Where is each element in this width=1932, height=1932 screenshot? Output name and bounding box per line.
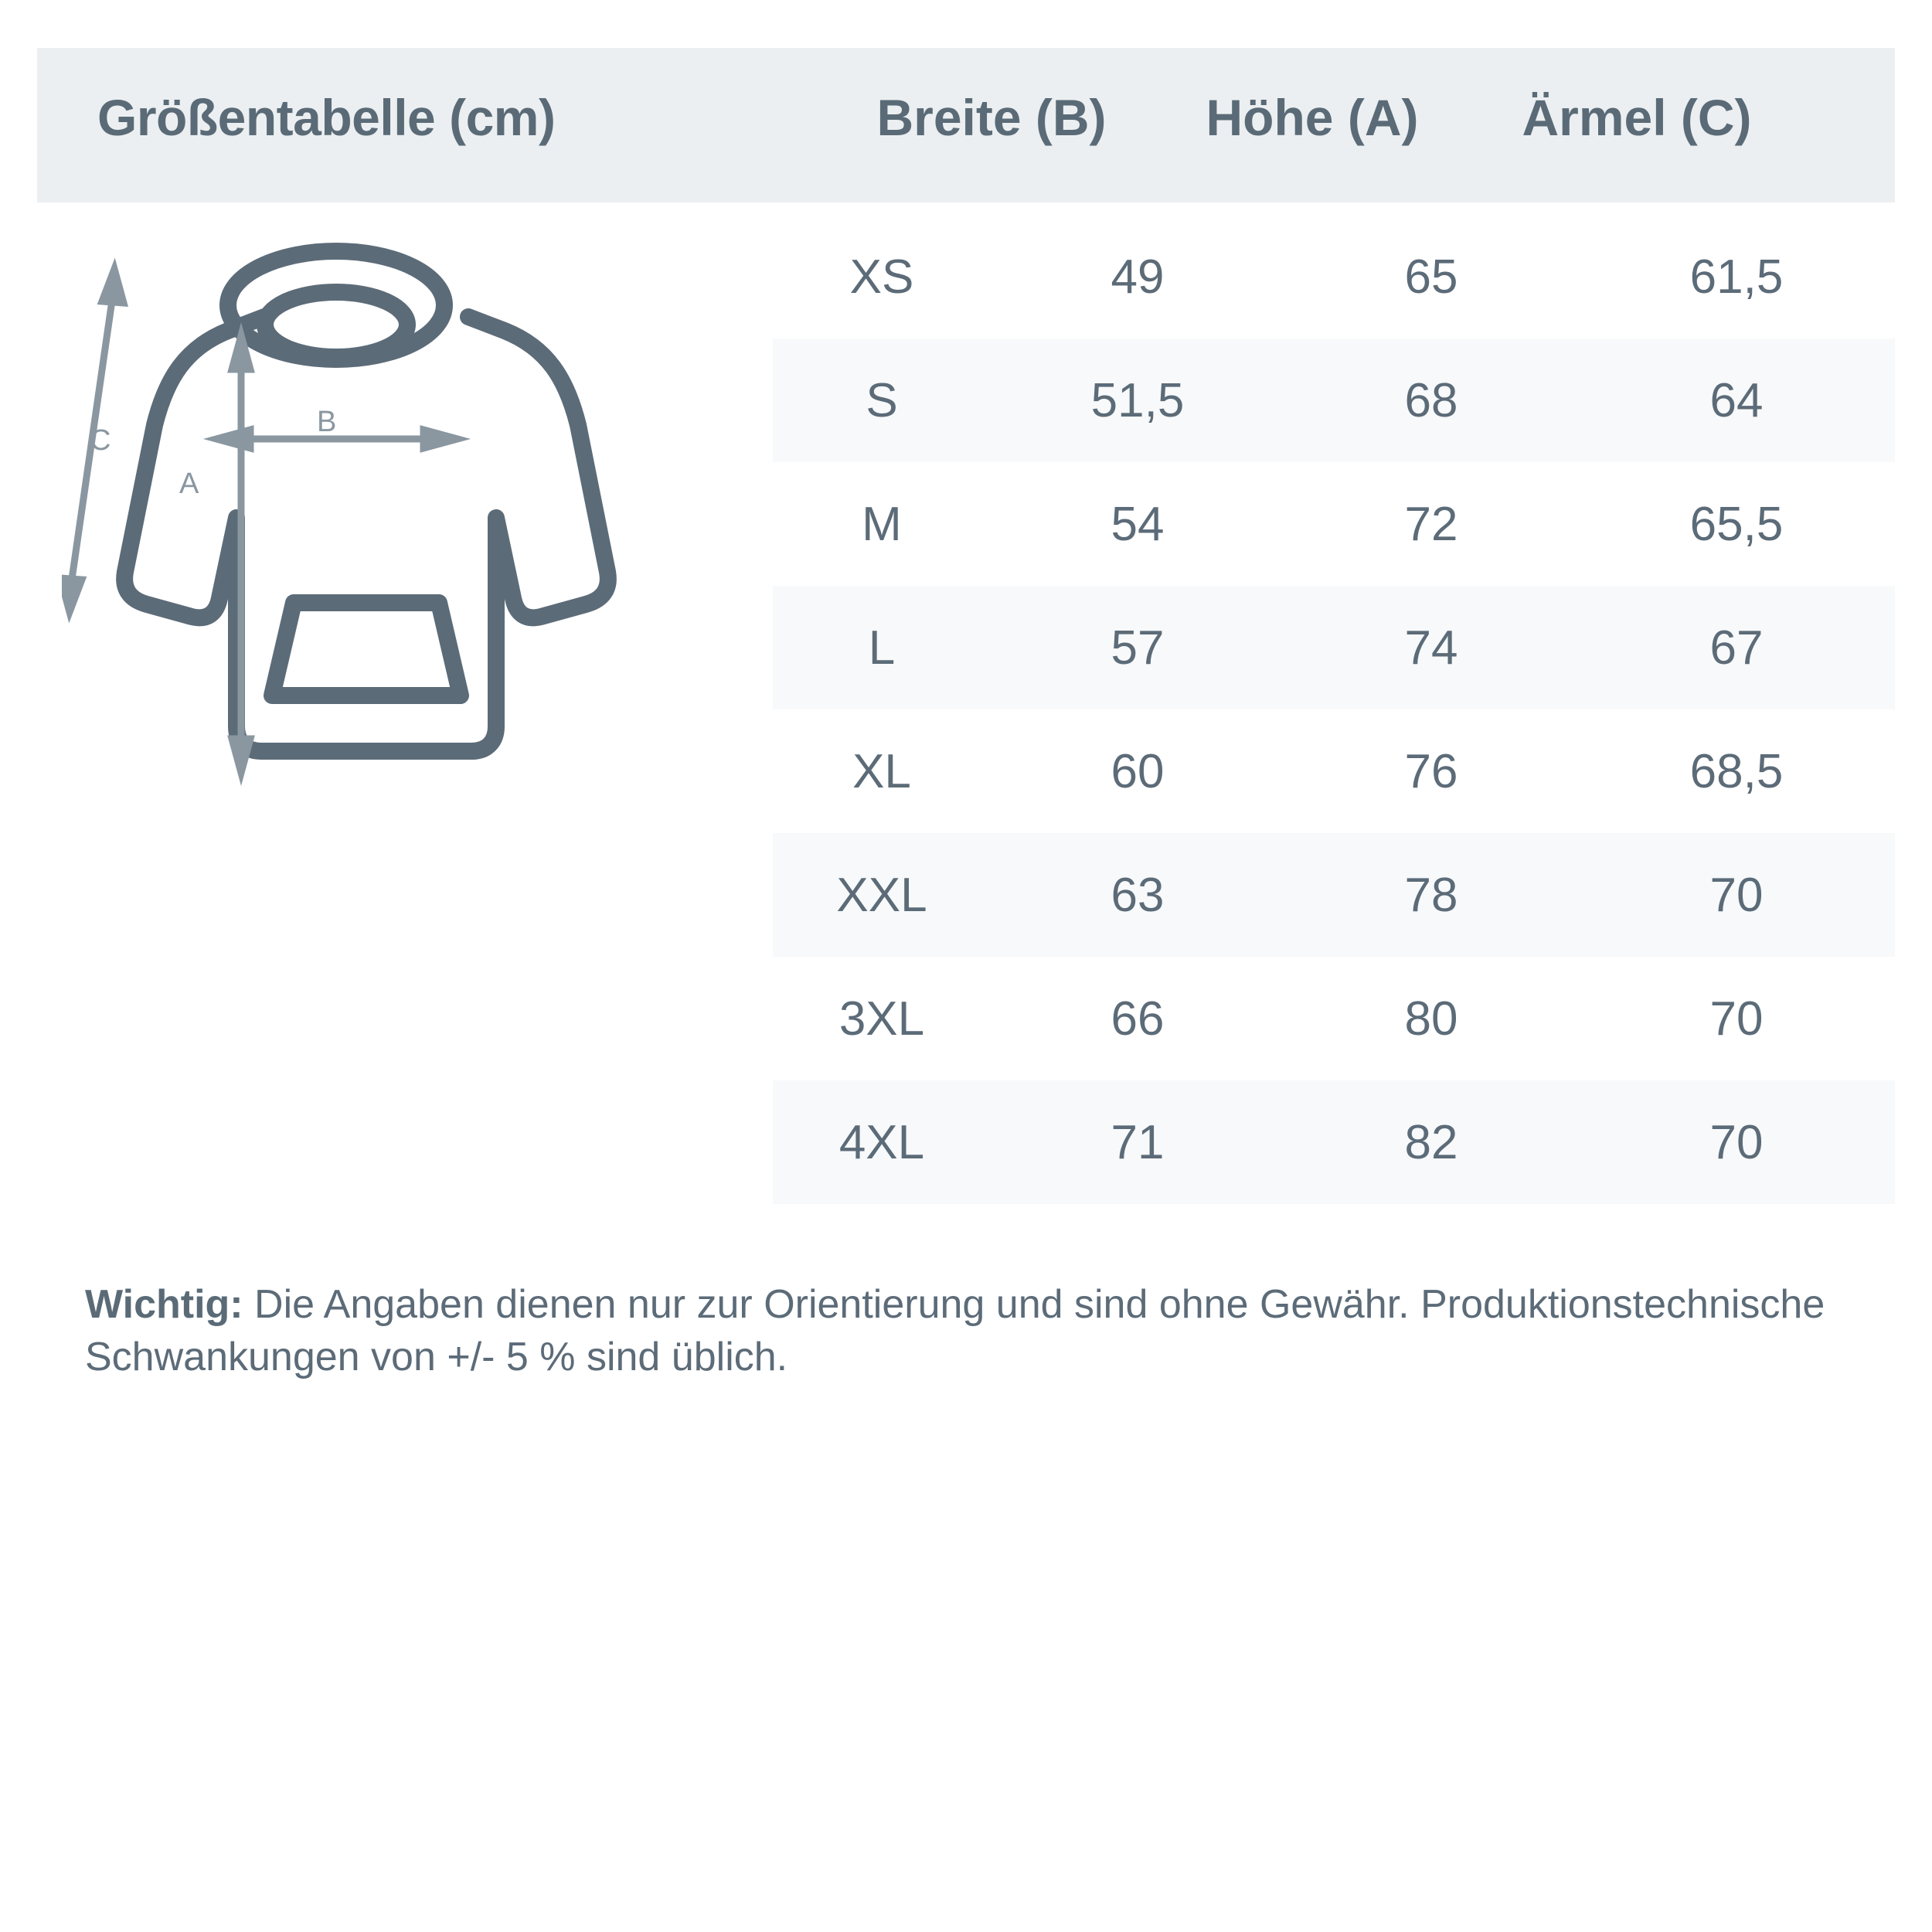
cell-aermel: 68,5 xyxy=(1689,744,1784,798)
disclaimer-lead: Wichtig: xyxy=(85,1282,243,1327)
cell-size: 4XL xyxy=(838,1115,925,1169)
cell-aermel: 61,5 xyxy=(1689,250,1784,304)
cell-breite: 51,5 xyxy=(1090,373,1185,427)
cell-aermel: 67 xyxy=(1709,621,1764,675)
cell-breite: 49 xyxy=(1111,250,1165,304)
cell-breite: 66 xyxy=(1111,992,1165,1046)
column-header-breite: Breite (B) xyxy=(876,89,1107,146)
header-band xyxy=(37,48,1895,202)
cell-aermel: 70 xyxy=(1709,868,1764,922)
cell-hoehe: 65 xyxy=(1404,250,1458,304)
page-title: Größentabelle (cm) xyxy=(97,89,556,146)
hoodie-measurement-diagram xyxy=(62,232,757,850)
cell-hoehe: 72 xyxy=(1404,497,1458,551)
cell-size: XS xyxy=(849,250,914,304)
cell-breite: 60 xyxy=(1111,744,1165,798)
size-table-body xyxy=(773,215,1895,1204)
cell-size: XXL xyxy=(836,868,927,922)
table-row xyxy=(773,957,1895,1080)
cell-size: S xyxy=(866,373,898,427)
label-a: A xyxy=(179,468,199,500)
dimension-labels xyxy=(90,406,336,500)
cell-hoehe: 82 xyxy=(1404,1115,1458,1169)
disclaimer-note xyxy=(85,1279,1862,1383)
label-b: B xyxy=(317,406,337,438)
table-row xyxy=(773,1080,1895,1204)
table-row xyxy=(773,215,1895,338)
cell-size: L xyxy=(868,621,896,675)
cell-breite: 57 xyxy=(1111,621,1165,675)
cell-aermel: 70 xyxy=(1709,1115,1764,1169)
table-row xyxy=(773,586,1895,709)
cell-hoehe: 68 xyxy=(1404,373,1458,427)
cell-aermel: 70 xyxy=(1709,992,1764,1046)
label-c: C xyxy=(90,424,111,457)
cell-aermel: 65,5 xyxy=(1689,497,1784,551)
cell-hoehe: 76 xyxy=(1404,744,1458,798)
table-row xyxy=(773,709,1895,833)
cell-hoehe: 80 xyxy=(1404,992,1458,1046)
table-row xyxy=(773,462,1895,586)
cell-hoehe: 74 xyxy=(1404,621,1458,675)
cell-breite: 63 xyxy=(1111,868,1165,922)
table-row xyxy=(773,833,1895,957)
size-table xyxy=(773,215,1895,1204)
cell-size: XL xyxy=(852,744,911,798)
cell-breite: 54 xyxy=(1111,497,1165,551)
table-row xyxy=(773,338,1895,462)
cell-size: M xyxy=(862,497,902,551)
column-headers xyxy=(825,88,1853,158)
cell-breite: 71 xyxy=(1111,1115,1165,1169)
cell-size: 3XL xyxy=(838,992,925,1046)
disclaimer-text: Die Angaben dienen nur zur Orientierung und sind ohne Gewähr. Produktionstechnische Schwankungen von +/- 5 % sind üblich. xyxy=(85,1282,1825,1379)
cell-aermel: 64 xyxy=(1709,373,1764,427)
column-header-aermel: Ärmel (C) xyxy=(1522,89,1752,146)
cell-hoehe: 78 xyxy=(1404,868,1458,922)
column-header-hoehe: Höhe (A) xyxy=(1206,89,1419,146)
hoodie-outline-icon xyxy=(124,251,608,751)
